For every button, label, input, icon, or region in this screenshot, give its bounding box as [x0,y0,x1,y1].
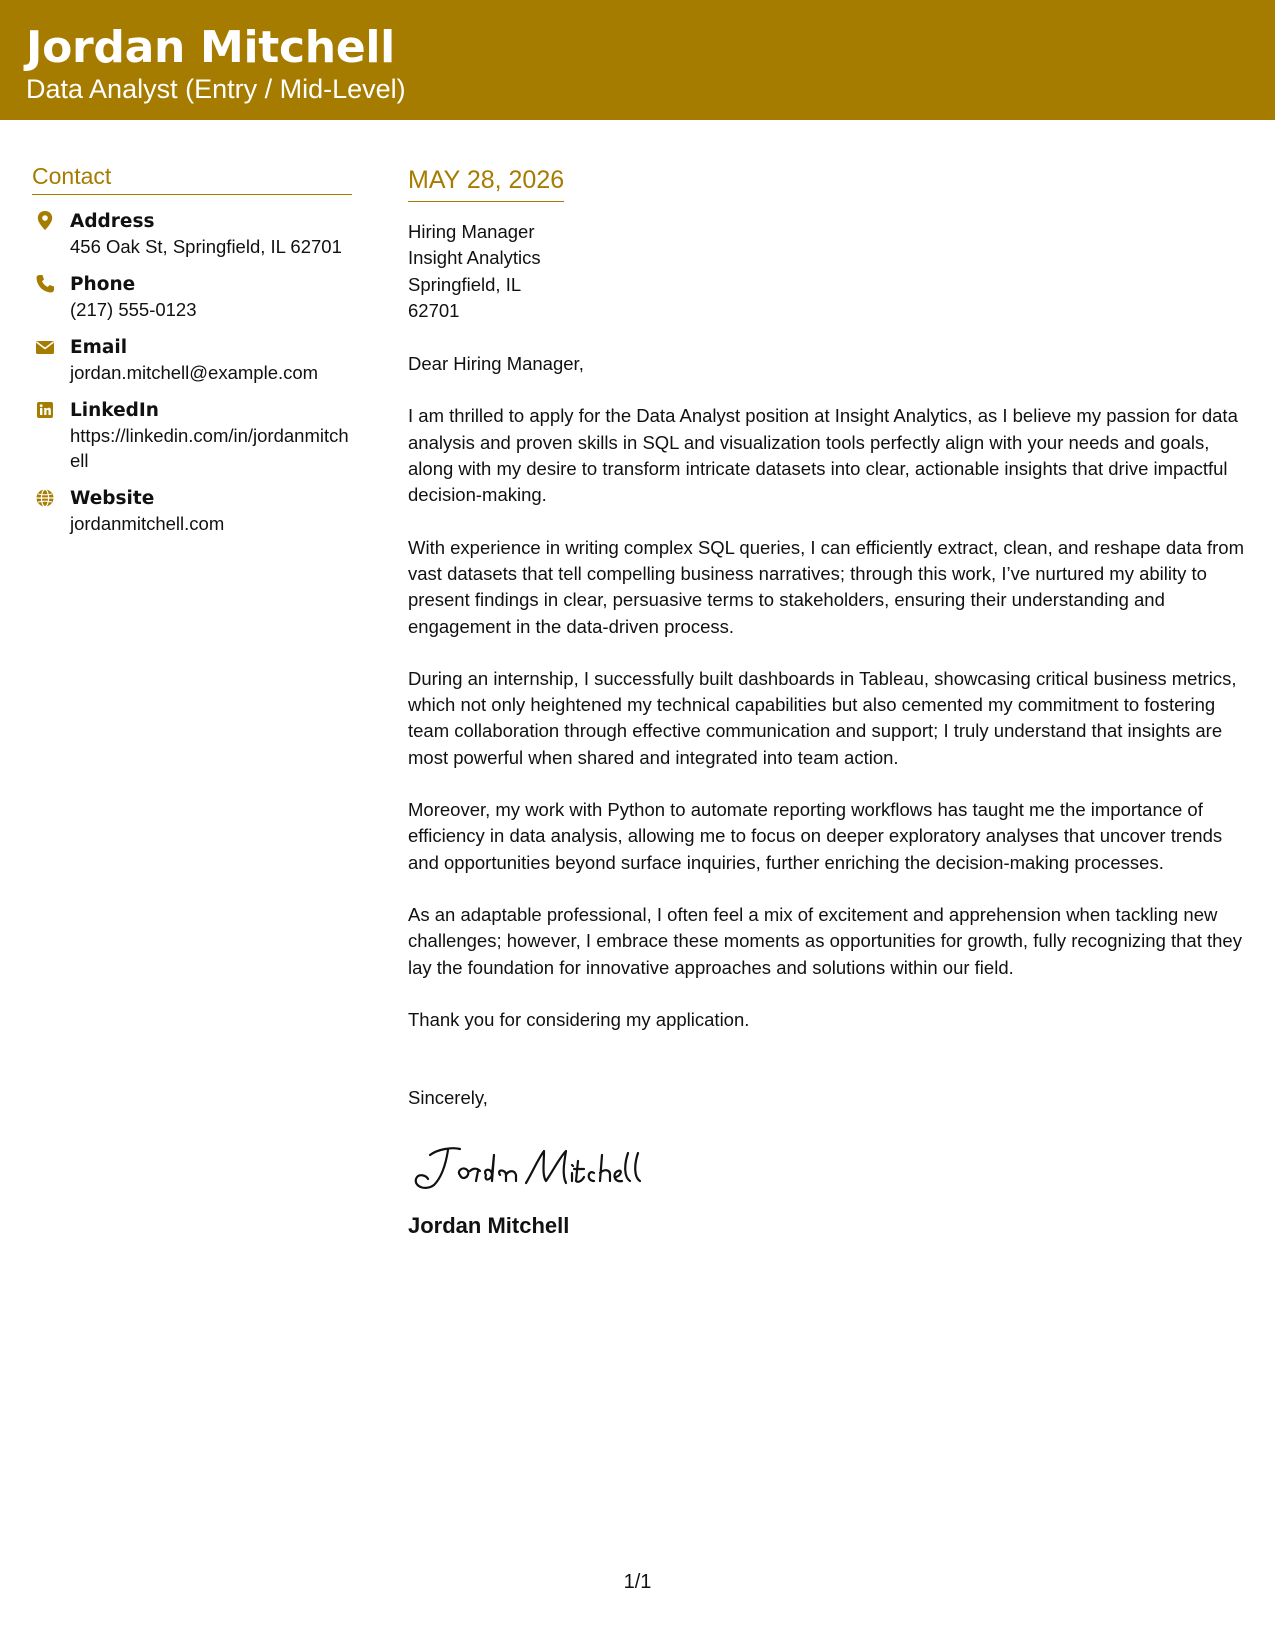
closing: Sincerely, [408,1087,488,1109]
handwritten-signature [408,1141,678,1197]
letter-date: MAY 28, 2026 [408,163,564,202]
header-banner [0,0,1275,120]
envelope-icon [34,336,56,358]
body-paragraph: With experience in writing complex SQL queries, I can efficiently extract, clean, and reshape data from vast datasets that tell compelling business narratives; through this work, I’ve nurtured my ability to present findings in clear, persuasive terms to stakeholders, ensuring their understanding and engagement in the data-driven process. [408,536,1244,637]
recipient-line: Springfield, IL [408,273,522,295]
body-paragraph: During an internship, I successfully built dashboards in Tableau, showcasing critical business metrics, which not only heightened my technical capabilities but also cemented my commitment to fostering team collaboration through effective communication and support; I truly understand that insights are most powerful when shared and integrated into team action. [408,667,1237,768]
email-value: jordan.mitchell@example.com [70,362,319,383]
contact-website [32,486,352,536]
contact-section-title: Contact [32,160,352,195]
phone-label: Phone [70,274,136,295]
website-label: Website [70,488,155,509]
applicant-name: Jordan Mitchell [26,22,395,73]
phone-value: (217) 555-0123 [70,299,197,320]
body-paragraph: Moreover, my work with Python to automate reporting workflows has taught me the importance of efficiency in data analysis, allowing me to focus on deeper exploratory analyses that uncover trends and opportunities beyond surface inquiries, further enriching the decision-making processes. [408,799,1223,873]
map-marker-icon [34,210,56,232]
recipient-line: Hiring Manager [408,221,535,242]
contact-sidebar [32,160,352,549]
thank-you-line: Thank you for considering my application. [408,1008,750,1030]
body-paragraph: As an adaptable professional, I often feel a mix of excitement and apprehension when tackling new challenges; however, I embrace these moments as opportunities for growth, fully recognizing that they lay the foundation for innovative approaches and solutions within our field. [408,903,1242,978]
linkedin-icon [34,399,56,421]
address-label: Address [70,211,155,232]
recipient-line: Insight Analytics [408,247,541,269]
linkedin-value[interactable]: https://linkedin.com/in/jordanmitchell [70,425,349,471]
contact-phone [32,272,352,322]
cover-letter [408,163,1253,1241]
signer-name: Jordan Mitchell [408,1213,570,1239]
recipient-block [408,219,1253,324]
email-label: Email [70,337,128,358]
address-value: 456 Oak St, Springfield, IL 62701 [70,236,342,257]
linkedin-label: LinkedIn [70,400,159,421]
page-number: 1/1 [623,1571,652,1593]
globe-icon [34,487,56,509]
website-value[interactable]: jordanmitchell.com [70,513,225,534]
job-title: Data Analyst (Entry / Mid-Level) [26,74,406,104]
salutation: Dear Hiring Manager, [408,353,584,375]
recipient-line: 62701 [408,299,460,321]
contact-address [32,209,352,259]
phone-icon [34,273,56,295]
contact-linkedin [32,398,352,473]
body-paragraph: I am thrilled to apply for the Data Analyst position at Insight Analytics, as I believe my passion for data analysis and proven skills in SQL and visualization tools perfectly align with your needs and goals, along with my desire to transform intricate datasets into clear, actionable insights that drive impactful decision-making. [408,405,1238,506]
contact-email [32,335,352,385]
